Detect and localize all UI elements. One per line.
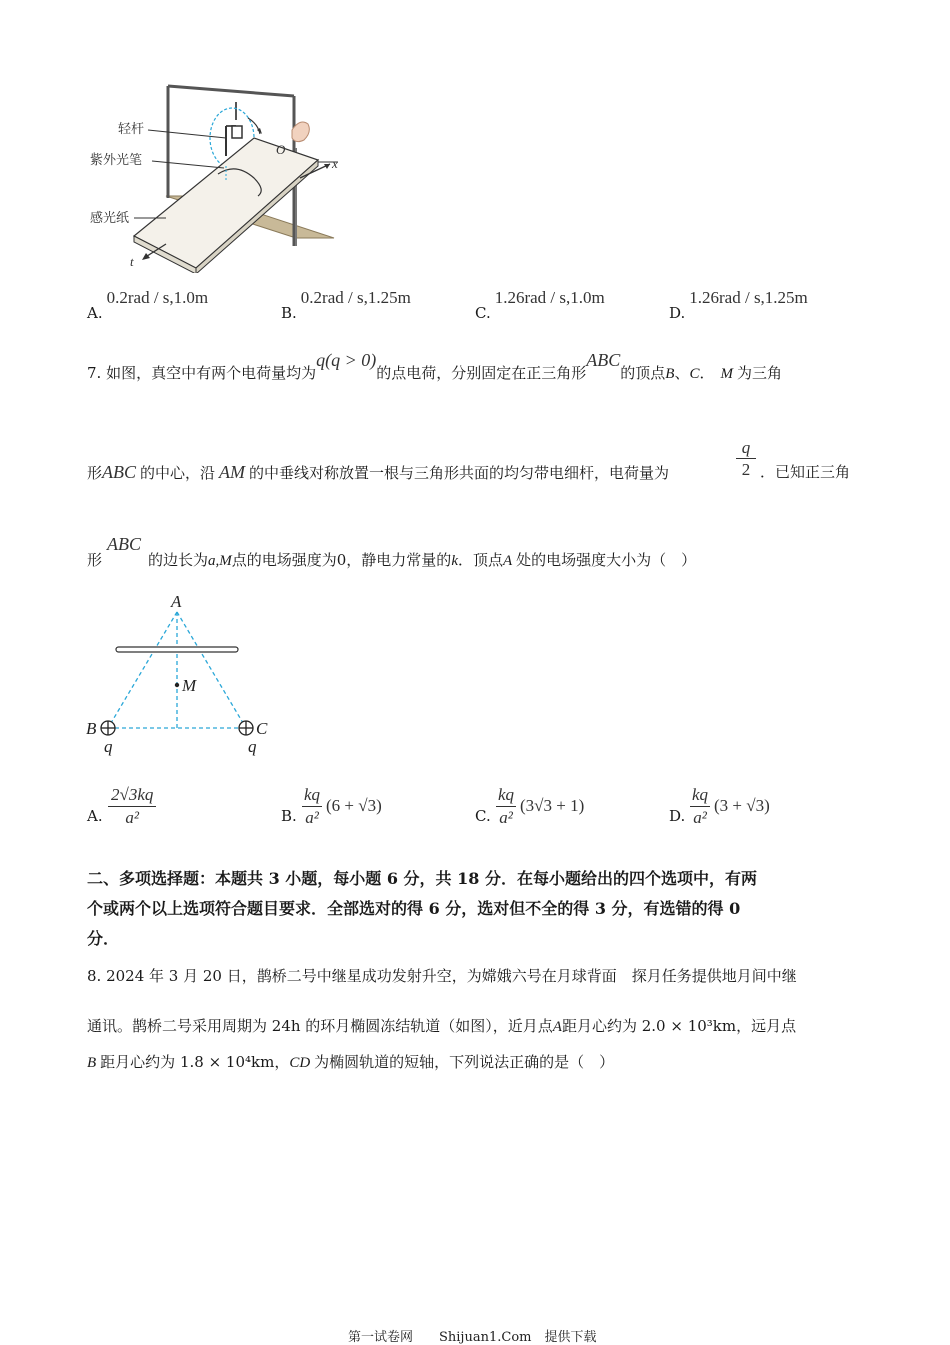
q7-option-d-tail: (3 + √3) (714, 796, 770, 815)
q6-option-d: D.1.26rad / s,1.25m (669, 288, 808, 322)
q7-line3-abc: ABC (107, 534, 141, 554)
q7-option-a-fraction: 2√3kq a² (108, 784, 156, 829)
q7-line2: 形ABC 的中心，沿 AM 的中垂线对称放置一根与三角形共面的均匀带电细杆，电荷量为 (87, 462, 670, 482)
q7-line3: 形 (87, 551, 103, 569)
q7-line1: 7. 如图，真空中有两个电荷量均为q(q > 0)的点电荷，分别固定在正三角形ABC的顶点B、C． M 为三角 (87, 350, 782, 382)
label-pen: 紫外光笔 (90, 153, 143, 168)
q7-option-d-letter: D. (669, 807, 686, 825)
q7-option-c-fraction: kq a² (498, 785, 515, 827)
q7-option-b-letter: B. (281, 807, 297, 825)
vertex-b-label: B (86, 719, 97, 738)
triangle-figure (84, 590, 284, 760)
apparatus-figure (86, 78, 356, 273)
q6-option-a: A.0.2rad / s,1.0m (87, 288, 209, 322)
q7-line2-tail: ．已知正三角 (760, 463, 851, 481)
q7-option-a-letter: A. (87, 807, 103, 825)
q8-line3: B 距月心约为 1.8 × 10⁴km，CD 为椭圆轨道的短轴，下列说法正确的是（ ） (87, 1053, 615, 1071)
center-m-label: M (182, 676, 197, 695)
charge-b-label: q (104, 737, 113, 756)
vertex-c-label: C (256, 719, 268, 738)
q7-option-b-tail: (6 + √3) (326, 796, 382, 815)
q7-option-d-fraction: kq a² (692, 785, 709, 827)
q7-option-c-letter: C. (475, 807, 491, 825)
vertex-a-label: A (171, 592, 182, 611)
section2-line3: 分． (87, 929, 120, 948)
q8-line1: 8. 2024 年 3 月 20 日，鹊桥二号中继星成功发射升空，为嫦娥六号在月球背面 探月任务提供地月间中继 (87, 967, 797, 985)
page-footer: 第一试卷网 Shijuan1.Com 提供下载 (348, 1330, 597, 1345)
q7-line3-body: 的边长为a,M点的电场强度为0，静电力常量的k．顶点A 处的电场强度大小为（ ） (148, 551, 697, 569)
charge-c-label: q (248, 737, 257, 756)
q8-line2: 通讯。鹊桥二号采用周期为 24h 的环月椭圆冻结轨道（如图），近月点A距月心约为 2.0 × 10³km，远月点 (87, 1017, 797, 1035)
section2-line2: 个或两个以上选项符合题目要求．全部选对的得 6 分，选对但不全的得 3 分，有选错的得 0 (87, 899, 741, 918)
label-rod: 轻杆 (118, 122, 145, 137)
q6-option-b: B.0.2rad / s,1.25m (281, 288, 411, 322)
section2-line1: 二、多项选择题：本题共 3 小题，每小题 6 分，共 18 分．在每小题给出的四个选项中，有两 (87, 869, 757, 888)
label-paper: 感光纸 (90, 211, 130, 226)
q7-charge-fraction: q 2 (736, 438, 756, 481)
q7-option-b-fraction: kq a² (304, 785, 321, 827)
label-x: x (332, 156, 338, 171)
label-t: t (130, 254, 134, 269)
label-o: O (276, 142, 286, 157)
q6-option-c: C.1.26rad / s,1.0m (475, 288, 605, 322)
q7-option-c-tail: (3√3 + 1) (520, 796, 585, 815)
